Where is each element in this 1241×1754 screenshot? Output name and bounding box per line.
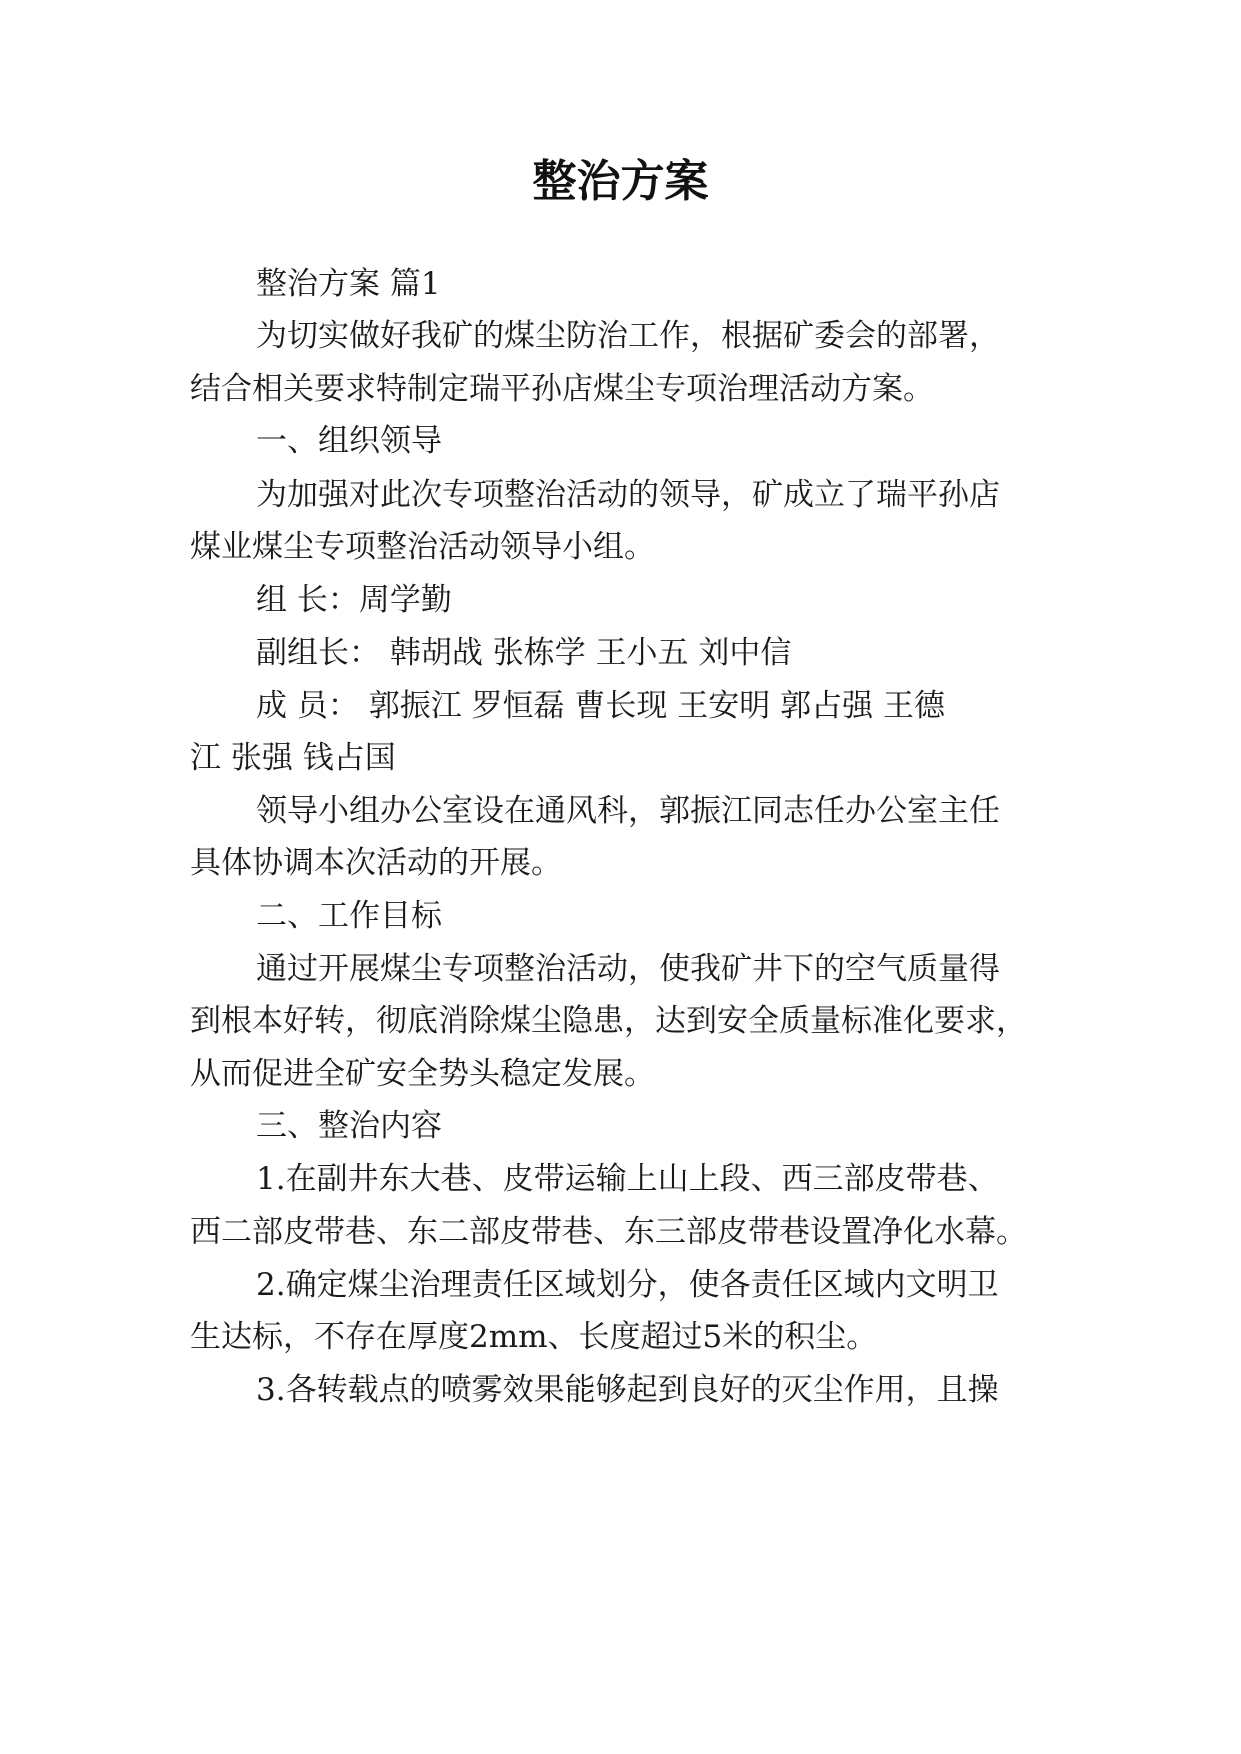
section-heading-content: 三、整治内容: [256, 1108, 442, 1144]
document-title: 整治方案: [532, 156, 709, 207]
section-heading-part-1: 整治方案 篇1: [256, 266, 441, 302]
paragraph-line: 领导小组办公室设在通风科，郭振江同志任办公室主任: [256, 793, 1000, 829]
paragraph-line: 通过开展煤尘专项整治活动，使我矿井下的空气质量得: [256, 951, 1000, 987]
paragraph-line: 具体协调本次活动的开展。: [190, 845, 562, 881]
section-heading-goals: 二、工作目标: [256, 898, 442, 934]
paragraph-line: 从而促进全矿安全势头稳定发展。: [190, 1056, 655, 1092]
paragraph-line: 为加强对此次专项整治活动的领导，矿成立了瑞平孙店: [256, 477, 1000, 513]
team-leader-line: 组 长：周学勤: [256, 582, 452, 618]
section-heading-organization: 一、组织领导: [256, 423, 442, 459]
members-line: 成 员： 郭振江 罗恒磊 曹长现 王安明 郭占强 王德: [256, 688, 945, 724]
paragraph-line: 到根本好转，彻底消除煤尘隐患，达到安全质量标准化要求，: [190, 1003, 1027, 1039]
paragraph-line: 结合相关要求特制定瑞平孙店煤尘专项治理活动方案。: [190, 371, 934, 407]
deputy-leader-line: 副组长： 韩胡战 张栋学 王小五 刘中信: [256, 635, 792, 671]
paragraph-line: 煤业煤尘专项整治活动领导小组。: [190, 529, 655, 565]
list-item-1-line: 西二部皮带巷、东二部皮带巷、东三部皮带巷设置净化水幕。: [190, 1214, 1027, 1250]
list-item-2-line: 生达标，不存在厚度2mm、长度超过5米的积尘。: [190, 1319, 878, 1355]
paragraph-line: 为切实做好我矿的煤尘防治工作，根据矿委会的部署，: [256, 318, 1000, 354]
list-item-1-line: 1.在副井东大巷、皮带运输上山上段、西三部皮带巷、: [256, 1161, 999, 1197]
list-item-2-line: 2.确定煤尘治理责任区域划分，使各责任区域内文明卫: [256, 1267, 999, 1303]
members-line-continued: 江 张强 钱占国: [190, 740, 396, 776]
list-item-3-line: 3.各转载点的喷雾效果能够起到良好的灭尘作用，且操: [256, 1372, 999, 1408]
